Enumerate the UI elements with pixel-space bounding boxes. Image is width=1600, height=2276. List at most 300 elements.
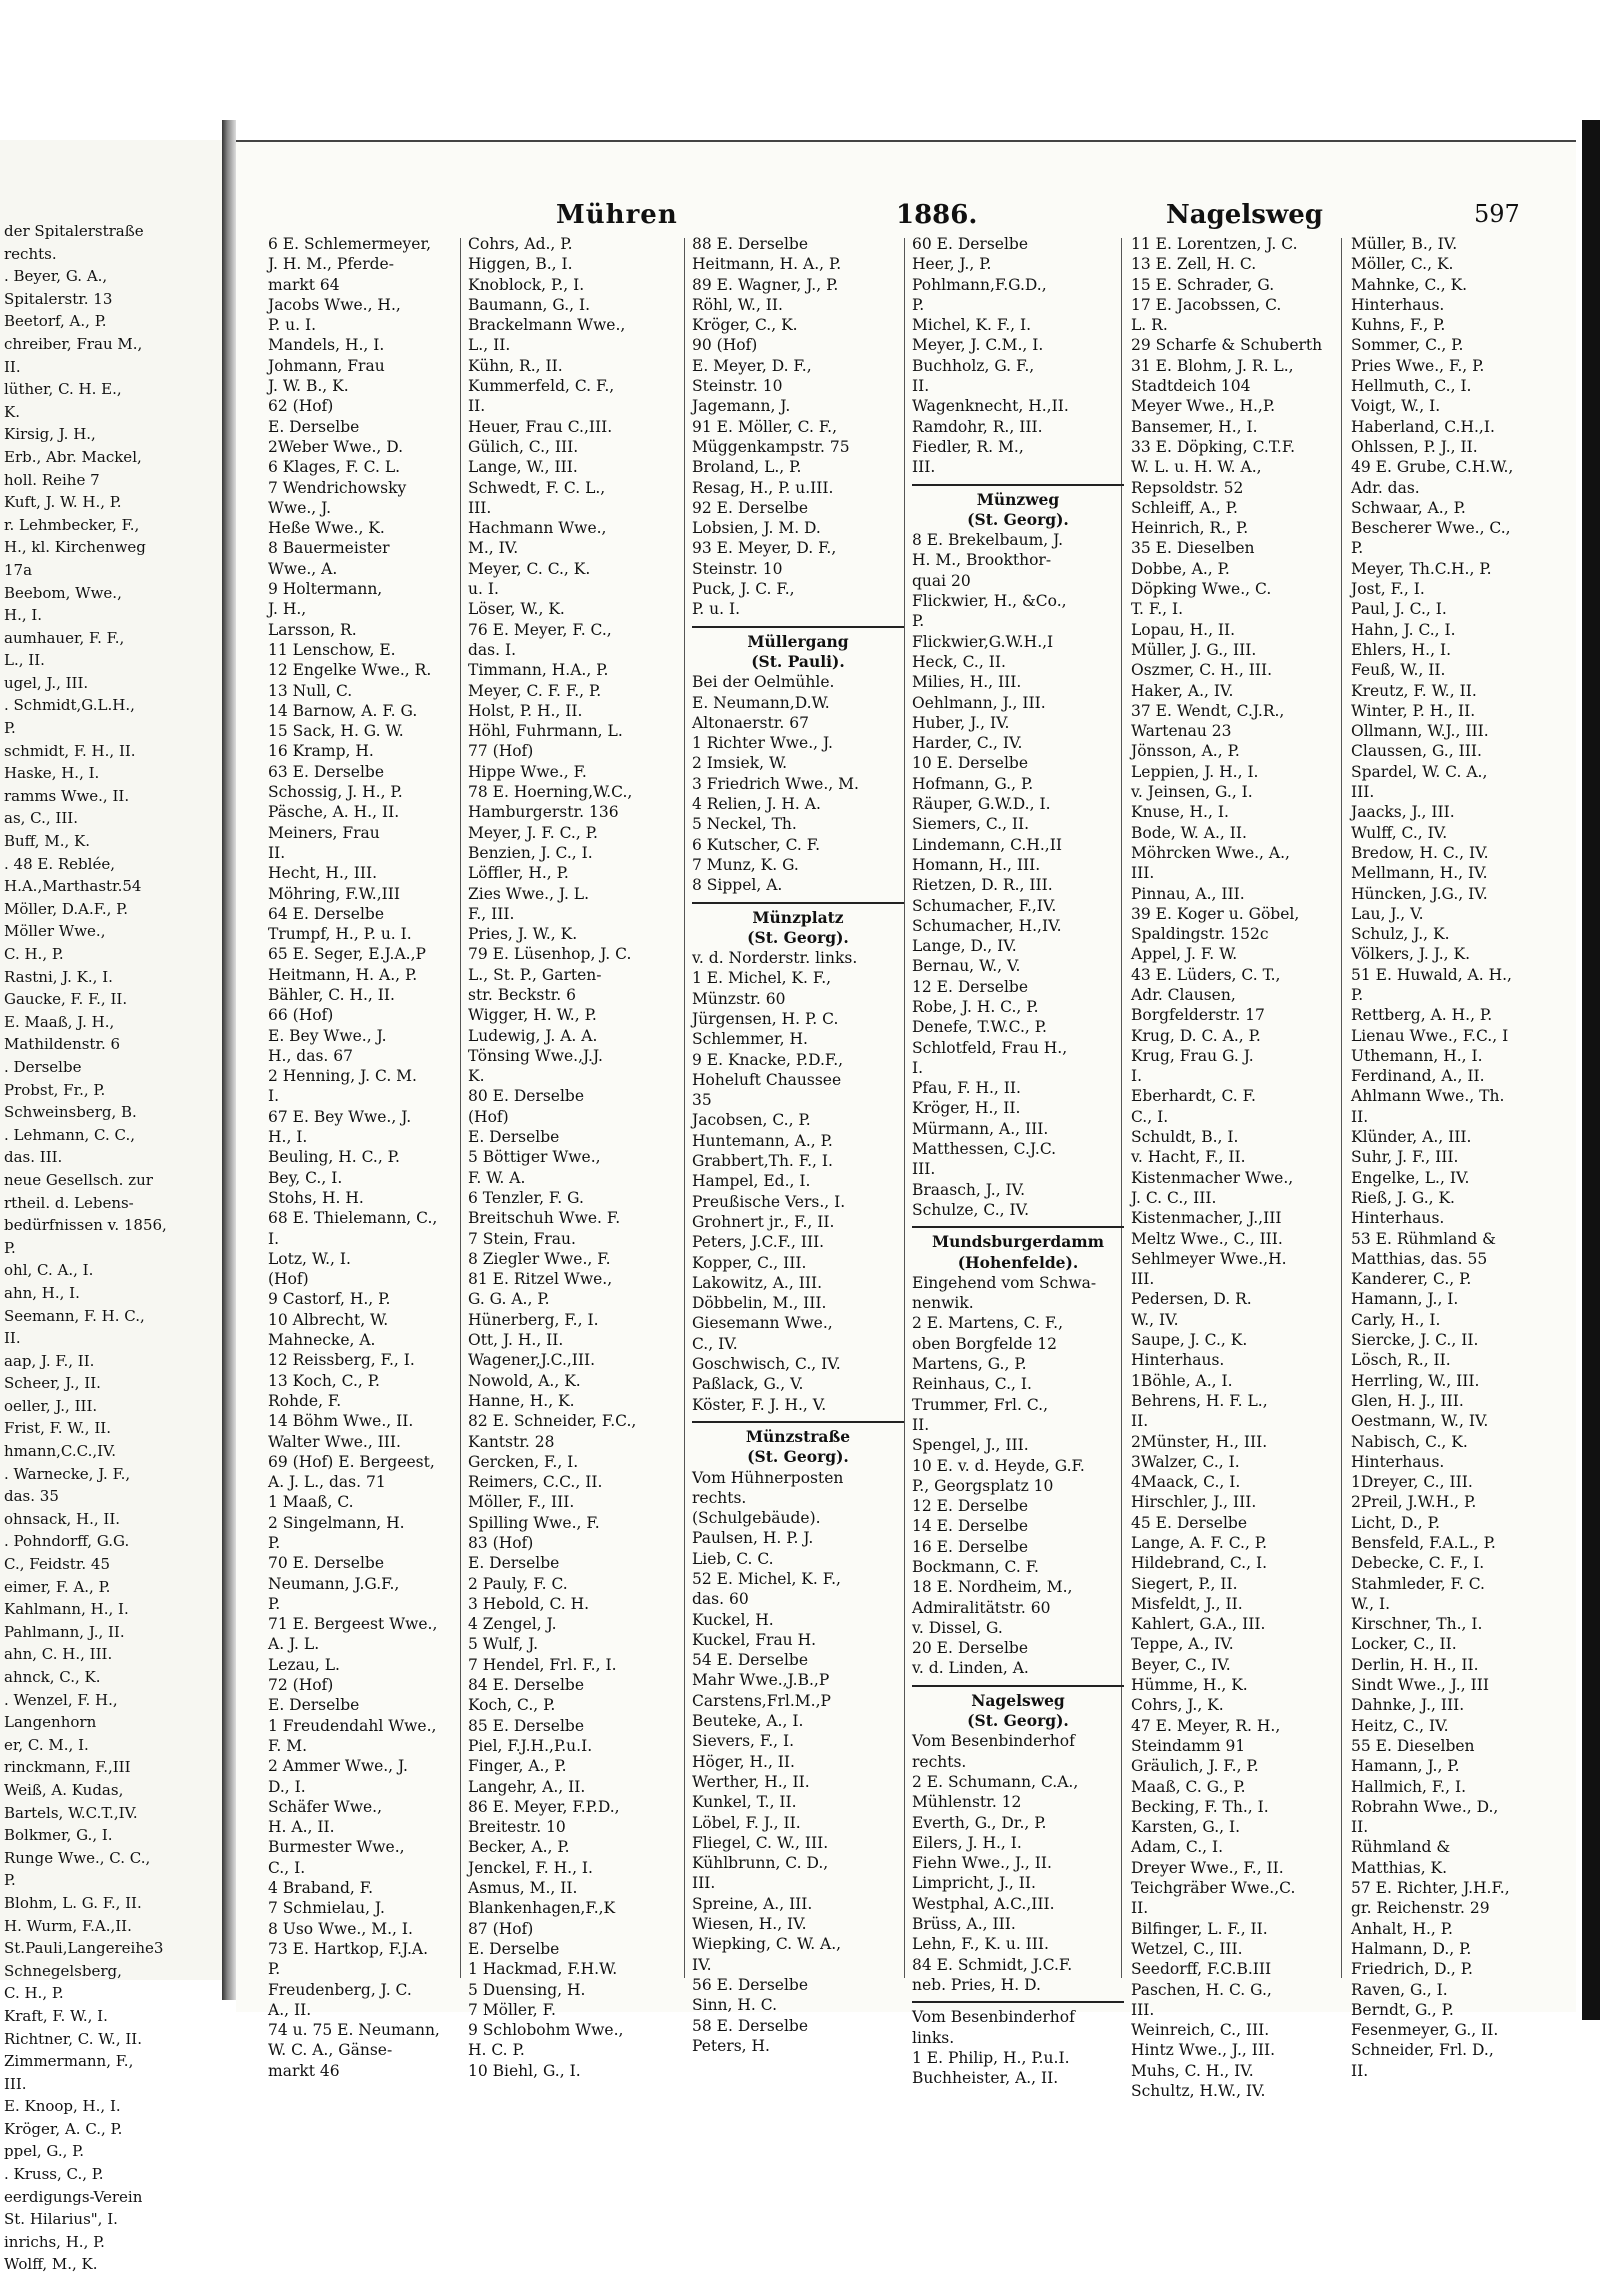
directory-entry: (Hof) xyxy=(468,1107,509,1126)
directory-entry: 7 Hendel, Frl. F., I. xyxy=(468,1655,617,1674)
directory-entry: Adr. das. xyxy=(1351,478,1420,497)
directory-entry: Hintz Wwe., J., III. xyxy=(1131,2041,1276,2060)
directory-entry: Steindamm 91 xyxy=(1131,1736,1246,1755)
directory-entry: 9 Castorf, H., P. xyxy=(268,1290,391,1309)
directory-entry: 35 xyxy=(692,1091,712,1110)
left-fragment-line: rinckmann, F.,III xyxy=(4,1758,131,1777)
directory-entry: E. Derselbe xyxy=(268,417,360,436)
left-fragment-line: das. III. xyxy=(4,1148,63,1167)
directory-entry: Rohde, F. xyxy=(268,1391,342,1410)
directory-entry: Winter, P. H., II. xyxy=(1351,701,1476,720)
directory-entry: Karsten, G., I. xyxy=(1131,1818,1241,1837)
directory-entry: Hahn, J. C., I. xyxy=(1351,620,1456,639)
directory-entry: Mellmann, H., IV. xyxy=(1351,864,1488,883)
left-fragment-line: P. xyxy=(4,1238,16,1257)
directory-entry: rechts. xyxy=(912,1752,967,1771)
directory-entry: Giesemann Wwe., xyxy=(692,1314,833,1333)
directory-entry: Everth, G., Dr., P. xyxy=(912,1813,1047,1832)
directory-entry: v. d. Norderstr. links. xyxy=(692,949,858,968)
directory-entry: P. xyxy=(1351,985,1364,1004)
directory-entry: Ahlmann Wwe., Th. xyxy=(1351,1087,1505,1106)
directory-entry: Löbel, F. J., II. xyxy=(692,1813,801,1832)
directory-entry: Ollmann, W.J., III. xyxy=(1351,722,1489,741)
directory-entry: Jönsson, A., P. xyxy=(1131,742,1240,761)
column-5 xyxy=(1131,234,1343,2101)
left-fragment-line: 17a xyxy=(4,560,33,579)
directory-entry: Jacobs Wwe., H., xyxy=(268,295,401,314)
directory-entry: Hamann, J., I. xyxy=(1351,1290,1459,1309)
directory-entry: Teichgräber Wwe.,C. xyxy=(1131,1879,1296,1898)
directory-entry: E. Bey Wwe., J. xyxy=(268,1026,387,1045)
street-heading: (Hohenfelde). xyxy=(957,1252,1079,1272)
directory-entry: Tönsing Wwe.,J.J. xyxy=(468,1046,603,1065)
directory-entry: Paßlack, G., V. xyxy=(692,1375,804,1394)
directory-entry: 64 E. Derselbe xyxy=(268,904,385,923)
directory-entry: 84 E. Derselbe xyxy=(468,1676,585,1695)
directory-entry: Hachmann Wwe., xyxy=(468,519,607,538)
directory-entry: Baumann, G., I. xyxy=(468,295,591,314)
directory-entry: Oehlmann, J., III. xyxy=(912,693,1046,712)
directory-entry: das. I. xyxy=(468,640,517,659)
directory-entry: 55 E. Dieselben xyxy=(1351,1736,1475,1755)
directory-entry: Langehr, A., II. xyxy=(468,1777,586,1796)
left-fragment-line: Beebom, Wwe., xyxy=(4,583,122,602)
directory-entry: 72 (Hof) xyxy=(268,1676,334,1695)
directory-entry: Resag, H., P. u.III. xyxy=(692,478,834,497)
directory-entry: Reinhaus, C., I. xyxy=(912,1375,1032,1394)
directory-entry: Kahlert, G.A., III. xyxy=(1131,1615,1266,1634)
directory-entry: Matthias, das. 55 xyxy=(1351,1249,1488,1268)
directory-entry: L., St. P., Garten- xyxy=(468,965,602,984)
street-heading: (St. Pauli). xyxy=(751,651,845,671)
directory-entry: 2Weber Wwe., D. xyxy=(268,437,404,456)
directory-entry: P., Georgsplatz 10 xyxy=(912,1476,1054,1495)
directory-entry: Limpricht, J., II. xyxy=(912,1874,1036,1893)
directory-entry: Lopau, H., II. xyxy=(1131,620,1236,639)
directory-entry: 68 E. Thielemann, C., xyxy=(268,1209,438,1228)
left-fragment-line: bedürfnissen v. 1856, xyxy=(4,1216,167,1235)
left-fragment-line: Buff, M., K. xyxy=(4,832,90,851)
directory-entry: Jagemann, J. xyxy=(692,397,791,416)
directory-entry: Kuhns, F., P. xyxy=(1351,316,1446,335)
directory-entry: Kanderer, C., P. xyxy=(1351,1270,1472,1289)
directory-entry: Kuckel, H. xyxy=(692,1610,774,1629)
directory-entry: Derlin, H. H., II. xyxy=(1351,1655,1479,1674)
directory-entry: 1 E. Philip, H., P.u.I. xyxy=(912,2048,1070,2067)
left-fragment-line: er, C. M., I. xyxy=(4,1735,89,1754)
left-fragment-line: Schweinsberg, B. xyxy=(4,1103,137,1122)
directory-entry: Sommer, C., P. xyxy=(1351,336,1464,355)
left-fragment-line: . 48 E. Reblée, xyxy=(4,854,115,873)
directory-entry: 89 E. Wagner, J., P. xyxy=(692,275,839,294)
left-fragment-line: Probst, Fr., P. xyxy=(4,1080,106,1099)
directory-entry: 84 E. Schmidt, J.C.F. xyxy=(912,1955,1073,1974)
left-fragment-line: r. Lehmbecker, F., xyxy=(4,515,140,534)
directory-entry: Buchholz, G. F., xyxy=(912,356,1035,375)
directory-entry: 58 E. Derselbe xyxy=(692,2016,809,2035)
directory-entry: H. A., II. xyxy=(268,1818,335,1837)
directory-entry: Carly, H., I. xyxy=(1351,1310,1441,1329)
street-heading: (St. Georg). xyxy=(967,509,1069,529)
directory-entry: Bode, W. A., II. xyxy=(1131,823,1247,842)
directory-entry: Wwe., J. xyxy=(268,498,332,517)
directory-entry: Hümme, H., K. xyxy=(1131,1676,1248,1695)
street-heading: Mundsburgerdamm xyxy=(931,1232,1105,1252)
directory-entry: Gräulich, J. F., P. xyxy=(1131,1757,1259,1776)
directory-entry: Lezau, L. xyxy=(268,1655,340,1674)
directory-entry: Döbbelin, M., III. xyxy=(692,1294,827,1313)
directory-entry: oben Borgfelde 12 xyxy=(912,1334,1058,1353)
left-fragment-line: . Beyer, G. A., xyxy=(4,267,108,286)
left-fragment-line: Runge Wwe., C. C., xyxy=(4,1848,151,1867)
directory-entry: Leppien, J. H., I. xyxy=(1131,762,1259,781)
directory-entry: 9 Schlobohm Wwe., xyxy=(468,2021,624,2040)
left-fragment-line: Kraft, F. W., I. xyxy=(4,2006,108,2025)
directory-entry: 45 E. Derselbe xyxy=(1131,1513,1248,1532)
directory-entry: Nabisch, C., K. xyxy=(1351,1432,1468,1451)
directory-entry: Lieb, C. C. xyxy=(692,1549,774,1568)
directory-entry: Puck, J. C. F., xyxy=(692,580,795,599)
directory-entry: Vom Hühnerposten xyxy=(692,1468,844,1487)
directory-entry: Cohrs, J., K. xyxy=(1131,1696,1224,1715)
directory-entry: Ferdinand, A., II. xyxy=(1351,1067,1485,1086)
left-fragment-line: ramms Wwe., II. xyxy=(4,786,130,805)
directory-entry: 6 E. Schlemermeyer, xyxy=(268,235,432,253)
directory-entry: Schultz, H.W., IV. xyxy=(1131,2082,1266,2101)
directory-entry: Kröger, H., II. xyxy=(912,1099,1021,1118)
left-fragment-line: St. Hilarius", I. xyxy=(4,2210,118,2229)
directory-entry: Räuper, G.W.D., I. xyxy=(912,795,1051,814)
directory-entry: Hamann, J., P. xyxy=(1351,1757,1460,1776)
left-fragment-line: rtheil. d. Lebens- xyxy=(4,1193,134,1212)
directory-entry: Repsoldstr. 52 xyxy=(1131,478,1244,497)
directory-entry: Höhl, Fuhrmann, L. xyxy=(468,722,623,741)
directory-entry: Appel, J. F. W. xyxy=(1131,945,1238,964)
directory-entry: Müller, J. G., III. xyxy=(1131,640,1257,659)
directory-entry: Kröger, C., K. xyxy=(692,316,798,335)
directory-entry: 78 E. Hoerning,W.C., xyxy=(468,783,633,802)
left-fragment-line: aap, J. F., II. xyxy=(4,1351,95,1370)
directory-entry: Becking, F. Th., I. xyxy=(1131,1797,1269,1816)
directory-entry: 69 (Hof) E. Bergeest, xyxy=(268,1452,435,1471)
directory-entry: 88 E. Derselbe xyxy=(692,235,809,253)
left-fragment-line: ppel, G., P. xyxy=(4,2142,84,2161)
directory-entry: Hecht, H., III. xyxy=(268,864,378,883)
directory-entry: 14 E. Derselbe xyxy=(912,1517,1029,1536)
directory-entry: Päsche, A. H., II. xyxy=(268,803,400,822)
left-fragment-line: Gaucke, F. F., II. xyxy=(4,990,128,1009)
directory-entry: Knoblock, P., I. xyxy=(468,275,585,294)
directory-entry: links. xyxy=(912,2028,955,2047)
directory-entry: Kühlbrunn, C. D., xyxy=(692,1854,829,1873)
directory-entry: Pohlmann,F.G.D., xyxy=(912,275,1047,294)
directory-entry: gr. Reichenstr. 29 xyxy=(1351,1899,1490,1918)
directory-entry: Schäfer Wwe., xyxy=(268,1797,382,1816)
directory-entry: Higgen, B., I. xyxy=(468,255,573,274)
directory-entry: Fliegel, C. W., III. xyxy=(692,1833,829,1852)
directory-entry: Krug, D. C. A., P. xyxy=(1131,1026,1261,1045)
directory-entry: Kantstr. 28 xyxy=(468,1432,555,1451)
directory-entry: (Hof) xyxy=(268,1270,309,1289)
left-fragment-line: Seemann, F. H. C., xyxy=(4,1306,145,1325)
directory-entry: Debecke, C. F., I. xyxy=(1351,1554,1485,1573)
directory-entry: III. xyxy=(1351,783,1375,802)
directory-entry: Kistenmacher, J.,III xyxy=(1131,1209,1282,1228)
directory-entry: Spreine, A., III. xyxy=(692,1894,813,1913)
directory-entry: 6 Klages, F. C. L. xyxy=(268,458,401,477)
directory-entry: Sindt Wwe., J., III xyxy=(1351,1676,1489,1695)
directory-entry: J. C. C., III. xyxy=(1131,1188,1217,1207)
column-3 xyxy=(692,234,904,2055)
directory-entry: Heinrich, R., P. xyxy=(1131,519,1249,538)
directory-entry: C., I. xyxy=(268,1858,306,1877)
directory-entry: Stahmleder, F. C. xyxy=(1351,1574,1485,1593)
directory-entry: Hinterhaus. xyxy=(1351,1452,1445,1471)
directory-entry: II. xyxy=(1131,1899,1149,1918)
directory-entry: Spaldingstr. 152c xyxy=(1131,925,1269,944)
directory-entry: Hirschler, J., III. xyxy=(1131,1493,1257,1512)
directory-entry: Schumacher, H.,IV. xyxy=(912,916,1062,935)
directory-columns xyxy=(268,234,1568,2101)
directory-entry: Borgfelderstr. 17 xyxy=(1131,1006,1265,1025)
directory-entry: Walter Wwe., III. xyxy=(268,1432,401,1451)
directory-entry: II. xyxy=(468,397,486,416)
directory-entry: Lau, J., V. xyxy=(1351,904,1424,923)
directory-entry: Kistenmacher Wwe., xyxy=(1131,1168,1294,1187)
directory-entry: str. Beckstr. 6 xyxy=(468,985,576,1004)
directory-entry: 2 Ammer Wwe., J. xyxy=(268,1757,408,1776)
directory-entry: Mahnecke, A. xyxy=(268,1331,376,1350)
section-rule xyxy=(692,902,904,904)
directory-entry: Hofmann, G., P. xyxy=(912,774,1034,793)
directory-entry: Altonaerstr. 67 xyxy=(692,713,809,732)
section-rule xyxy=(912,1685,1124,1687)
left-fragment-line: C. H., P. xyxy=(4,945,64,963)
left-fragment-line: der Spitalerstraße xyxy=(4,222,144,240)
directory-entry: Huber, J., IV. xyxy=(912,713,1010,732)
directory-entry: nenwik. xyxy=(912,1294,974,1313)
directory-entry: Wartenau 23 xyxy=(1131,722,1232,741)
directory-entry: Carstens,Frl.M.,P xyxy=(692,1691,831,1710)
directory-entry: 2Münster, H., III. xyxy=(1131,1432,1268,1451)
directory-entry: Pries Wwe., F., P. xyxy=(1351,356,1485,375)
directory-entry: Reimers, C.C., II. xyxy=(468,1473,603,1492)
directory-entry: Brüss, A., III. xyxy=(912,1915,1016,1934)
directory-entry: Schleiff, A., P. xyxy=(1131,498,1238,517)
directory-entry: 87 (Hof) xyxy=(468,1919,534,1938)
directory-entry: 90 (Hof) xyxy=(692,336,758,355)
directory-entry: 86 E. Meyer, F.P.D., xyxy=(468,1797,620,1816)
directory-entry: Sinn, H. C. xyxy=(692,1996,778,2015)
left-fragment-line: P. xyxy=(4,1871,16,1890)
directory-entry: II. xyxy=(268,843,286,862)
directory-entry: Hampel, Ed., I. xyxy=(692,1172,811,1191)
directory-entry: II. xyxy=(912,1415,930,1434)
directory-entry: Jenckel, F. H., I. xyxy=(468,1858,593,1877)
directory-entry: J. W. B., K. xyxy=(268,377,349,396)
directory-entry: u. I. xyxy=(468,580,499,599)
directory-entry: 31 E. Blohm, J. R. L., xyxy=(1131,356,1294,375)
directory-entry: II. xyxy=(1351,2061,1369,2080)
directory-entry: Lakowitz, A., III. xyxy=(692,1273,823,1292)
directory-entry: II. xyxy=(1131,1412,1149,1431)
directory-entry: Jost, F., I. xyxy=(1351,580,1425,599)
directory-entry: Grabbert,Th. F., I. xyxy=(692,1152,833,1171)
directory-entry: Meyer, C. C., K. xyxy=(468,559,591,578)
directory-entry: Wiepking, C. W. A., xyxy=(692,1935,842,1954)
directory-entry: Bansemer, H., I. xyxy=(1131,417,1258,436)
left-fragment-line: Frist, F. W., II. xyxy=(4,1419,111,1438)
directory-entry: Hallmich, F., I. xyxy=(1351,1777,1467,1796)
directory-entry: Lange, W., III. xyxy=(468,458,578,477)
directory-entry: Krug, Frau G. J. xyxy=(1131,1046,1254,1065)
directory-entry: Wulff, C., IV. xyxy=(1351,823,1448,842)
directory-entry: Möller, F., III. xyxy=(468,1493,575,1512)
directory-entry: Wetzel, C., III. xyxy=(1131,1939,1243,1958)
directory-entry: Wigger, H. W., P. xyxy=(468,1006,597,1025)
directory-entry: P. xyxy=(1351,539,1364,558)
directory-entry: A., II. xyxy=(268,2000,312,2019)
directory-entry: 13 E. Zell, H. C. xyxy=(1131,255,1257,274)
directory-entry: Ehlers, H., I. xyxy=(1351,640,1451,659)
directory-entry: Schossig, J. H., P. xyxy=(268,783,403,802)
directory-entry: Heitz, C., IV. xyxy=(1351,1716,1449,1735)
directory-entry: markt 46 xyxy=(268,2061,340,2080)
street-heading: Nagelsweg xyxy=(971,1690,1065,1710)
left-fragment-line: Langenhorn xyxy=(4,1713,97,1732)
directory-entry: 10 Biehl, G., I. xyxy=(468,2061,581,2080)
directory-entry: A. J. L., das. 71 xyxy=(268,1473,386,1492)
directory-entry: Steinstr. 10 xyxy=(692,559,783,578)
directory-entry: Bredow, H. C., IV. xyxy=(1351,843,1489,862)
directory-entry: Blankenhagen,F.,K xyxy=(468,1899,616,1918)
directory-entry: Pinnau, A., III. xyxy=(1131,884,1245,903)
left-fragment-line: II. xyxy=(4,357,21,376)
directory-entry: 7 Munz, K. G. xyxy=(692,855,799,874)
directory-entry: Eingehend vom Schwa- xyxy=(912,1273,1097,1292)
directory-entry: Trumpf, H., P. u. I. xyxy=(268,925,412,944)
directory-entry: 76 E. Meyer, F. C., xyxy=(468,620,612,639)
left-fragment-line: C., Feidstr. 45 xyxy=(4,1555,110,1574)
left-page-lines xyxy=(4,220,218,2276)
directory-entry: C., IV. xyxy=(692,1334,738,1353)
directory-entry: Goschwisch, C., IV. xyxy=(692,1355,841,1374)
left-fragment-line: chreiber, Frau M., xyxy=(4,334,143,353)
directory-entry: 8 Sippel, A. xyxy=(692,876,783,895)
directory-entry: 15 E. Schrader, G. xyxy=(1131,275,1275,294)
directory-entry: 2 Imsiek, W. xyxy=(692,754,788,773)
directory-entry: P. u. I. xyxy=(692,600,741,619)
directory-entry: Bey, C., I. xyxy=(268,1168,343,1187)
directory-entry: Braasch, J., IV. xyxy=(912,1180,1026,1199)
directory-entry: Heuer, Frau C.,III. xyxy=(468,417,613,436)
left-fragment-line: Kuft, J. W. H., P. xyxy=(4,493,122,512)
directory-entry: Seedorff, F.C.B.III xyxy=(1131,1960,1272,1979)
directory-entry: L. R. xyxy=(1131,316,1168,335)
directory-entry: 2Preil, J.W.H., P. xyxy=(1351,1493,1477,1512)
directory-entry: 1Böhle, A., I. xyxy=(1131,1371,1233,1390)
directory-entry: Brackelmann Wwe., xyxy=(468,316,626,335)
directory-entry: Meyer, C. F. F., P. xyxy=(468,681,602,700)
directory-entry: Robrahn Wwe., D., xyxy=(1351,1797,1499,1816)
directory-entry: G. G. A., P. xyxy=(468,1290,550,1309)
directory-entry: Siercke, J. C., II. xyxy=(1351,1331,1479,1350)
directory-entry: Lienau Wwe., F.C., I xyxy=(1351,1026,1509,1045)
directory-entry: Spardel, W. C. A., xyxy=(1351,762,1488,781)
directory-entry: v. Jeinsen, G., I. xyxy=(1131,783,1253,802)
left-fragment-line: Pahlmann, J., II. xyxy=(4,1622,125,1641)
left-fragment-line: oeller, J., III. xyxy=(4,1396,98,1415)
directory-entry: 7 Möller, F. xyxy=(468,2000,556,2019)
directory-entry: 6 Tenzler, F. G. xyxy=(468,1188,584,1207)
directory-entry: Raven, G., I. xyxy=(1351,1980,1448,1999)
directory-entry: Schulze, C., IV. xyxy=(912,1200,1030,1219)
directory-entry: Koch, C., P. xyxy=(468,1696,556,1715)
left-fragment-line: H., I. xyxy=(4,606,43,625)
directory-entry: M., IV. xyxy=(468,539,519,558)
directory-entry: Larsson, R. xyxy=(268,620,357,639)
directory-entry: 4Maack, C., I. xyxy=(1131,1473,1241,1492)
directory-entry: F. M. xyxy=(268,1736,307,1755)
left-fragment-line: Möller, D.A.F., P. xyxy=(4,899,128,918)
left-fragment-line: Erb., Abr. Mackel, xyxy=(4,447,142,466)
left-fragment-line: ohnsack, H., II. xyxy=(4,1509,121,1528)
directory-entry: Harder, C., IV. xyxy=(912,734,1023,753)
directory-entry: Pries, J. W., K. xyxy=(468,925,578,944)
left-fragment-line: . Derselbe xyxy=(4,1057,82,1076)
directory-entry: Hildebrand, C., I. xyxy=(1131,1554,1267,1573)
directory-entry: Matthias, K. xyxy=(1351,1858,1448,1877)
directory-entry: E. Derselbe xyxy=(468,1128,560,1147)
left-fragment-line: das. 35 xyxy=(4,1487,59,1506)
directory-entry: Möhring, F.W.,III xyxy=(268,884,401,903)
directory-entry: 73 E. Hartkop, F.J.A. xyxy=(268,1939,429,1958)
directory-entry: Preußische Vers., I. xyxy=(692,1192,846,1211)
directory-entry: III. xyxy=(1131,1270,1155,1289)
directory-entry: Wagener,J.C.,III. xyxy=(468,1351,596,1370)
directory-entry: Heck, C., II. xyxy=(912,652,1006,671)
directory-entry: 15 Sack, H. G. W. xyxy=(268,722,404,741)
directory-entry: Peters, H. xyxy=(692,2036,770,2055)
left-fragment-line: Rastni, J. K., I. xyxy=(4,967,113,986)
directory-entry: III. xyxy=(912,458,936,477)
directory-entry: Asmus, M., II. xyxy=(468,1879,578,1898)
street-heading: (St. Georg). xyxy=(747,927,849,947)
left-fragment-line: K. xyxy=(4,402,20,421)
directory-entry: 18 E. Nordheim, M., xyxy=(912,1578,1073,1597)
directory-entry: Schwaar, A., P. xyxy=(1351,498,1466,517)
directory-entry: T. F., I. xyxy=(1131,600,1184,619)
directory-entry: Sehlmeyer Wwe.,H. xyxy=(1131,1249,1287,1268)
directory-entry: Bescherer Wwe., C., xyxy=(1351,519,1511,538)
directory-entry: Nowold, A., K. xyxy=(468,1371,581,1390)
directory-entry: Rieß, J. G., K. xyxy=(1351,1188,1455,1207)
directory-entry: Suhr, J. F., III. xyxy=(1351,1148,1459,1167)
directory-entry: E. Neumann,D.W. xyxy=(692,693,830,712)
directory-entry: Gülich, C., III. xyxy=(468,437,579,456)
directory-entry: 1Dreyer, C., III. xyxy=(1351,1473,1473,1492)
directory-entry: A. J. L. xyxy=(268,1635,320,1654)
left-fragment-line: E. Knoop, H., I. xyxy=(4,2097,121,2116)
directory-entry: Eberhardt, C. F. xyxy=(1131,1087,1256,1106)
left-fragment-line: Wolff, M., K. xyxy=(4,2255,98,2274)
directory-entry: Vom Besenbinderhof xyxy=(912,2008,1075,2027)
directory-entry: Höger, H., II. xyxy=(692,1752,795,1771)
left-fragment-line: . Wenzel, F. H., xyxy=(4,1690,118,1709)
directory-entry: 29 Scharfe & Schuberth xyxy=(1131,336,1323,355)
left-fragment-line: E. Maaß, J. H., xyxy=(4,1012,115,1031)
directory-entry: Schumacher, F.,IV. xyxy=(912,896,1057,915)
